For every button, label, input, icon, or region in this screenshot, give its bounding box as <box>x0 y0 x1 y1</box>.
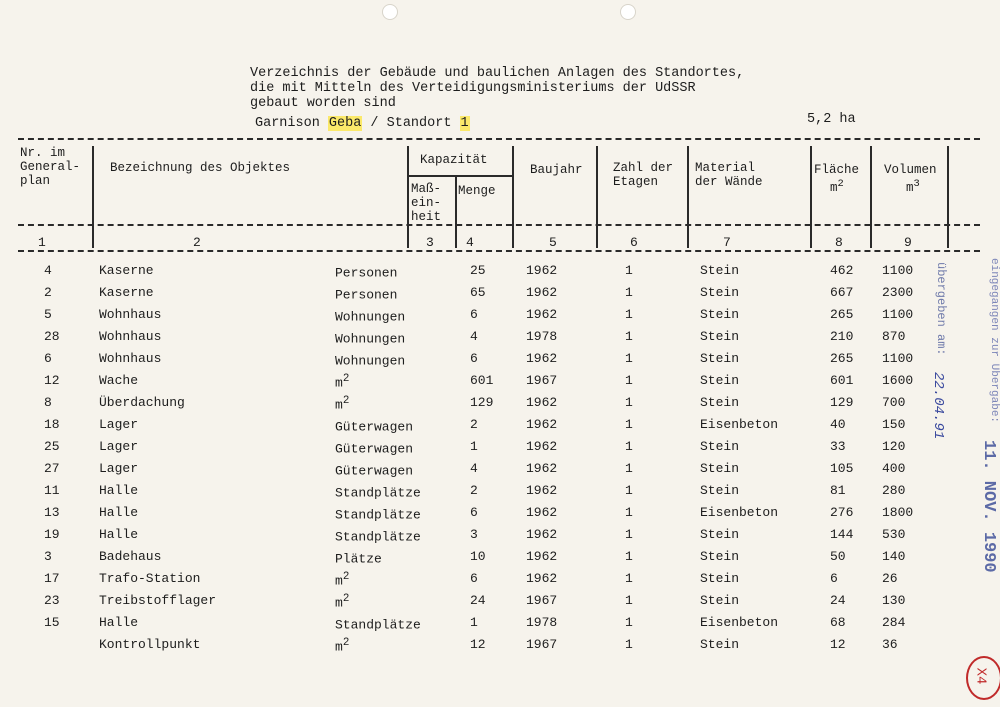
cell-volumen: 400 <box>882 461 906 476</box>
cell-menge: 2 <box>470 417 478 432</box>
cell-nr: 27 <box>44 461 60 476</box>
cell-name: Halle <box>99 615 139 630</box>
cell-material: Stein <box>700 395 740 410</box>
cell-etagen: 1 <box>625 483 633 498</box>
header-kapazitaet: Kapazität <box>420 153 488 167</box>
cell-menge: 1 <box>470 615 478 630</box>
header-nr: Nr. im General- plan <box>20 146 81 188</box>
column-number-4: 4 <box>466 235 474 250</box>
column-number-3: 3 <box>426 235 434 250</box>
cell-flaeche: 12 <box>830 637 846 652</box>
kapazitaet-divider <box>408 175 512 177</box>
cell-etagen: 1 <box>625 461 633 476</box>
cell-etagen: 1 <box>625 527 633 542</box>
column-number-7: 7 <box>723 235 731 250</box>
cell-volumen: 120 <box>882 439 906 454</box>
cell-nr: 8 <box>44 395 52 410</box>
cell-flaeche: 50 <box>830 549 846 564</box>
cell-flaeche: 24 <box>830 593 846 608</box>
cell-volumen: 140 <box>882 549 906 564</box>
table-row <box>0 417 960 439</box>
cell-name: Lager <box>99 461 139 476</box>
cell-nr: 25 <box>44 439 60 454</box>
cell-etagen: 1 <box>625 329 633 344</box>
cell-baujahr: 1962 <box>526 483 558 498</box>
column-divider-1 <box>92 146 94 248</box>
area-size: 5,2 ha <box>807 112 856 127</box>
cell-material: Stein <box>700 263 740 278</box>
table-row <box>0 329 960 351</box>
cell-einheit: $m^2$ <box>335 593 350 611</box>
cell-etagen: 1 <box>625 593 633 608</box>
cell-flaeche: 68 <box>830 615 846 630</box>
cell-einheit: Standplätze <box>335 529 421 545</box>
cell-flaeche: 265 <box>830 307 854 322</box>
cell-einheit: Güterwagen <box>335 441 414 457</box>
cell-etagen: 1 <box>625 637 633 652</box>
cell-baujahr: 1962 <box>526 461 558 476</box>
punch-hole-right <box>620 4 636 20</box>
cell-name: Badehaus <box>99 549 162 564</box>
table-row <box>0 527 960 549</box>
cell-flaeche: 105 <box>830 461 854 476</box>
cell-menge: 4 <box>470 461 478 476</box>
cell-nr: 11 <box>44 483 60 498</box>
column-divider-8 <box>870 146 872 248</box>
cell-flaeche: 601 <box>830 373 854 388</box>
cell-name: Halle <box>99 483 139 498</box>
cell-nr: 18 <box>44 417 60 432</box>
cell-name: Halle <box>99 505 139 520</box>
cell-volumen: 280 <box>882 483 906 498</box>
cell-etagen: 1 <box>625 505 633 520</box>
cell-material: Eisenbeton <box>700 417 779 432</box>
punch-hole-left <box>382 4 398 20</box>
header-flaeche: Fläche $m^2$ <box>814 163 860 196</box>
table-rule-numbers-bottom <box>18 250 980 252</box>
column-number-5: 5 <box>549 235 557 250</box>
table-row <box>0 351 960 373</box>
header-etagen: Zahl der Etagen <box>613 161 674 189</box>
cell-baujahr: 1967 <box>526 373 558 388</box>
cell-baujahr: 1962 <box>526 549 558 564</box>
cell-baujahr: 1962 <box>526 263 558 278</box>
table-row <box>0 439 960 461</box>
cell-nr: 17 <box>44 571 60 586</box>
cell-volumen: 1600 <box>882 373 914 388</box>
cell-material: Eisenbeton <box>700 615 779 630</box>
cell-einheit: Standplätze <box>335 617 421 633</box>
cell-etagen: 1 <box>625 373 633 388</box>
cell-etagen: 1 <box>625 439 633 454</box>
cell-name: Lager <box>99 439 139 454</box>
cell-menge: 25 <box>470 263 486 278</box>
column-divider-9 <box>947 146 949 248</box>
title-line-1: Verzeichnis der Gebäude und baulichen Anlagen des Standortes, <box>250 66 745 81</box>
cell-material: Stein <box>700 329 740 344</box>
cell-name: Wohnhaus <box>99 351 162 366</box>
cell-material: Stein <box>700 439 740 454</box>
table-row <box>0 373 960 395</box>
cell-flaeche: 265 <box>830 351 854 366</box>
cell-einheit: $m^2$ <box>335 373 350 391</box>
cell-nr: 15 <box>44 615 60 630</box>
cell-menge: 6 <box>470 351 478 366</box>
cell-baujahr: 1967 <box>526 637 558 652</box>
cell-nr: 4 <box>44 263 52 278</box>
garnison-name: Geba <box>328 116 362 131</box>
cell-menge: 6 <box>470 571 478 586</box>
cell-einheit: Standplätze <box>335 507 421 523</box>
standort-label: / Standort <box>362 116 460 131</box>
cell-einheit: Güterwagen <box>335 463 414 479</box>
cell-name: Kaserne <box>99 285 154 300</box>
column-divider-2 <box>407 146 409 248</box>
document-title <box>250 66 744 111</box>
cell-menge: 12 <box>470 637 486 652</box>
cell-baujahr: 1962 <box>526 285 558 300</box>
column-divider-6 <box>687 146 689 248</box>
cell-einheit: Plätze <box>335 551 382 567</box>
cell-flaeche: 33 <box>830 439 846 454</box>
cell-baujahr: 1978 <box>526 329 558 344</box>
cell-nr: 19 <box>44 527 60 542</box>
table-rule-top <box>18 138 980 140</box>
cell-material: Stein <box>700 571 740 586</box>
cell-etagen: 1 <box>625 395 633 410</box>
cell-name: Überdachung <box>99 395 185 410</box>
header-menge: Menge <box>458 184 496 198</box>
cell-material: Stein <box>700 593 740 608</box>
stamp-handover-label: übergeben am: <box>934 262 948 356</box>
table-row <box>0 505 960 527</box>
cell-menge: 65 <box>470 285 486 300</box>
cell-baujahr: 1962 <box>526 527 558 542</box>
cell-baujahr: 1962 <box>526 307 558 322</box>
cell-flaeche: 6 <box>830 571 838 586</box>
garnison-label: Garnison <box>255 116 328 131</box>
cell-volumen: 1100 <box>882 351 914 366</box>
cell-baujahr: 1962 <box>526 505 558 520</box>
cell-menge: 6 <box>470 505 478 520</box>
cell-name: Lager <box>99 417 139 432</box>
cell-nr: 23 <box>44 593 60 608</box>
cell-material: Stein <box>700 527 740 542</box>
cell-etagen: 1 <box>625 263 633 278</box>
title-line-2: die mit Mitteln des Verteidigungsministeriums der UdSSR <box>250 81 696 96</box>
cell-material: Stein <box>700 351 740 366</box>
cell-volumen: 150 <box>882 417 906 432</box>
cell-flaeche: 462 <box>830 263 854 278</box>
cell-material: Stein <box>700 549 740 564</box>
cell-etagen: 1 <box>625 549 633 564</box>
cell-name: Kontrollpunkt <box>99 637 201 652</box>
cell-einheit: Wohnungen <box>335 309 406 325</box>
column-number-2: 2 <box>193 235 201 250</box>
header-volumen: Volumen $m^3$ <box>884 163 937 196</box>
header-baujahr: Baujahr <box>530 163 583 177</box>
cell-menge: 24 <box>470 593 486 608</box>
cell-menge: 4 <box>470 329 478 344</box>
table-row <box>0 615 960 637</box>
cell-material: Stein <box>700 285 740 300</box>
cell-baujahr: 1978 <box>526 615 558 630</box>
title-line-3: gebaut worden sind <box>250 96 396 111</box>
cell-volumen: 1100 <box>882 263 914 278</box>
cell-einheit: $m^2$ <box>335 395 350 413</box>
column-number-8: 8 <box>835 235 843 250</box>
column-number-1: 1 <box>38 235 46 250</box>
stamp-received-date: 11. NOV. 1990 <box>979 440 998 573</box>
column-divider-4 <box>512 146 514 248</box>
table-row <box>0 461 960 483</box>
cell-volumen: 870 <box>882 329 906 344</box>
cell-einheit: Güterwagen <box>335 419 414 435</box>
cell-etagen: 1 <box>625 417 633 432</box>
header-masseinheit: Maß- ein- heit <box>411 182 442 224</box>
cell-nr: 3 <box>44 549 52 564</box>
cell-baujahr: 1962 <box>526 571 558 586</box>
column-divider-5 <box>596 146 598 248</box>
cell-flaeche: 210 <box>830 329 854 344</box>
cell-menge: 3 <box>470 527 478 542</box>
cell-baujahr: 1962 <box>526 351 558 366</box>
cell-name: Wohnhaus <box>99 329 162 344</box>
cell-baujahr: 1962 <box>526 439 558 454</box>
cell-einheit: $m^2$ <box>335 571 350 589</box>
cell-name: Kaserne <box>99 263 154 278</box>
table-row <box>0 263 960 285</box>
cell-nr: 28 <box>44 329 60 344</box>
cell-nr: 13 <box>44 505 60 520</box>
cell-volumen: 284 <box>882 615 906 630</box>
table-row <box>0 549 960 571</box>
cell-volumen: 26 <box>882 571 898 586</box>
cell-flaeche: 144 <box>830 527 854 542</box>
table-row <box>0 571 960 593</box>
cell-material: Stein <box>700 461 740 476</box>
column-divider-3 <box>455 176 457 248</box>
cell-menge: 2 <box>470 483 478 498</box>
cell-volumen: 36 <box>882 637 898 652</box>
table-row <box>0 395 960 417</box>
cell-einheit: Personen <box>335 265 398 281</box>
cell-material: Stein <box>700 483 740 498</box>
cell-etagen: 1 <box>625 615 633 630</box>
cell-etagen: 1 <box>625 307 633 322</box>
cell-name: Wohnhaus <box>99 307 162 322</box>
cell-name: Treibstofflager <box>99 593 217 608</box>
cell-name: Halle <box>99 527 139 542</box>
header-material: Material der Wände <box>695 161 763 189</box>
cell-nr: 12 <box>44 373 60 388</box>
cell-volumen: 530 <box>882 527 906 542</box>
cell-volumen: 2300 <box>882 285 914 300</box>
cell-flaeche: 81 <box>830 483 846 498</box>
header-bezeichnung: Bezeichnung des Objektes <box>110 161 291 175</box>
garnison-line <box>255 116 470 131</box>
cell-nr: 6 <box>44 351 52 366</box>
cell-etagen: 1 <box>625 285 633 300</box>
cell-baujahr: 1962 <box>526 417 558 432</box>
circled-page-mark: X4 <box>966 656 1000 700</box>
cell-name: Wache <box>99 373 139 388</box>
standort-number: 1 <box>460 116 469 131</box>
cell-flaeche: 667 <box>830 285 854 300</box>
cell-volumen: 1800 <box>882 505 914 520</box>
cell-flaeche: 40 <box>830 417 846 432</box>
cell-nr: 2 <box>44 285 52 300</box>
cell-baujahr: 1967 <box>526 593 558 608</box>
column-number-6: 6 <box>630 235 638 250</box>
cell-etagen: 1 <box>625 571 633 586</box>
cell-flaeche: 276 <box>830 505 854 520</box>
table-row <box>0 285 960 307</box>
cell-baujahr: 1962 <box>526 395 558 410</box>
cell-volumen: 700 <box>882 395 906 410</box>
cell-material: Eisenbeton <box>700 505 779 520</box>
table-row <box>0 307 960 329</box>
table-rule-header-bottom <box>18 224 980 226</box>
table-row <box>0 637 960 659</box>
cell-menge: 601 <box>470 373 494 388</box>
stamp-received-label: eingegangen zur Übergabe: <box>988 258 1000 424</box>
cell-menge: 6 <box>470 307 478 322</box>
handwritten-date: 22.04.91 <box>930 372 946 440</box>
cell-material: Stein <box>700 637 740 652</box>
cell-material: Stein <box>700 373 740 388</box>
cell-einheit: Wohnungen <box>335 331 406 347</box>
table-row <box>0 593 960 615</box>
cell-volumen: 130 <box>882 593 906 608</box>
cell-flaeche: 129 <box>830 395 854 410</box>
column-number-9: 9 <box>904 235 912 250</box>
cell-einheit: Wohnungen <box>335 353 406 369</box>
cell-einheit: $m^2$ <box>335 637 350 655</box>
cell-nr: 5 <box>44 307 52 322</box>
cell-einheit: Standplätze <box>335 485 421 501</box>
column-divider-7 <box>810 146 812 248</box>
cell-menge: 1 <box>470 439 478 454</box>
cell-menge: 129 <box>470 395 494 410</box>
cell-material: Stein <box>700 307 740 322</box>
cell-volumen: 1100 <box>882 307 914 322</box>
cell-name: Trafo-Station <box>99 571 201 586</box>
table-row <box>0 483 960 505</box>
cell-einheit: Personen <box>335 287 398 303</box>
cell-etagen: 1 <box>625 351 633 366</box>
cell-menge: 10 <box>470 549 486 564</box>
